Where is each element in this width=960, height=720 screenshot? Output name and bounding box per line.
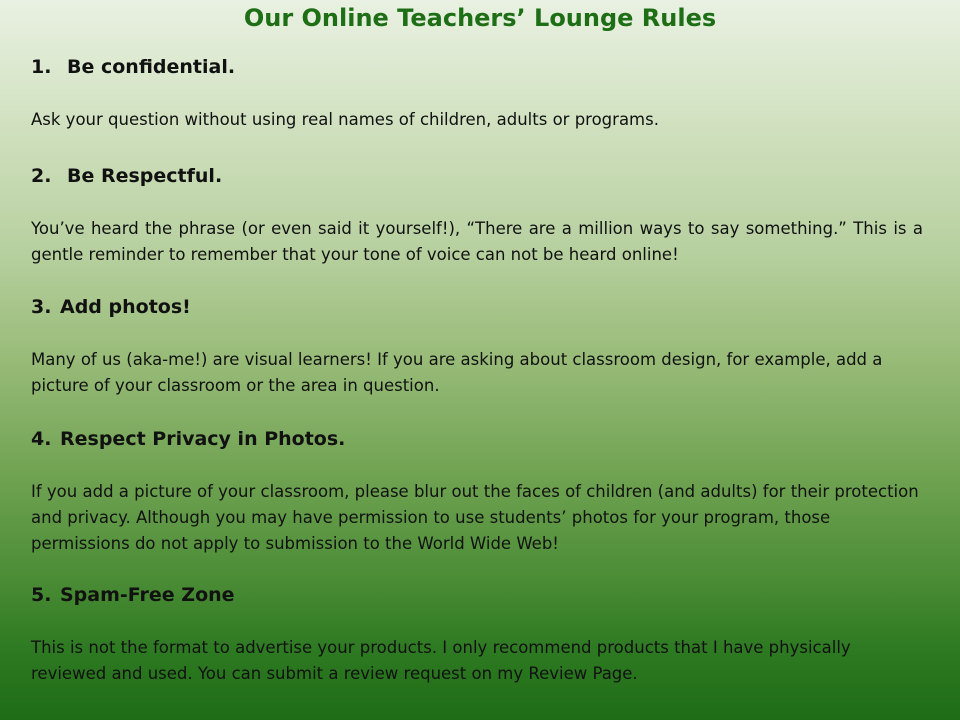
rule-description: Ask your question without using real names of children, adults or programs. — [31, 110, 659, 129]
rule-number: 3. — [31, 296, 52, 318]
rule-1 — [31, 56, 923, 129]
rule-description: If you add a picture of your classroom, please blur out the faces of children (and adults) for their protection and privacy. Although you may have permission to use students’ photos for your program, those permissions do not apply to submission to the World Wide Web! — [31, 482, 919, 553]
rule-title: Spam-Free Zone — [60, 584, 235, 606]
rule-4 — [31, 428, 923, 553]
rule-heading — [31, 165, 923, 187]
rule-number: 5. — [31, 584, 52, 606]
rule-3 — [31, 296, 923, 395]
rule-heading — [31, 296, 923, 318]
rule-description: You’ve heard the phrase (or even said it yourself!), “There are a million ways to say something.” This is a gentle reminder to remember that your tone of voice can not be heard online! — [31, 219, 923, 264]
rule-description: Many of us (aka-me!) are visual learners! If you are asking about classroom design, for example, add a picture of your classroom or the area in question. — [31, 350, 883, 395]
rule-2 — [31, 165, 923, 264]
rule-title: Be Respectful. — [67, 165, 223, 187]
rule-number: 1. — [31, 56, 52, 78]
rule-title: Respect Privacy in Photos. — [60, 428, 346, 450]
page-title: Our Online Teachers’ Lounge Rules — [243, 4, 717, 32]
rule-number: 2. — [31, 165, 52, 187]
rule-heading — [31, 56, 923, 78]
rule-heading — [31, 584, 923, 606]
rule-heading — [31, 428, 923, 450]
rule-title: Be confidential. — [67, 56, 236, 78]
rule-number: 4. — [31, 428, 52, 450]
rule-title: Add photos! — [60, 296, 191, 318]
rule-5 — [31, 584, 923, 683]
rule-description: This is not the format to advertise your products. I only recommend products that I have physically reviewed and used. You can submit a review request on my Review Page. — [31, 638, 851, 683]
